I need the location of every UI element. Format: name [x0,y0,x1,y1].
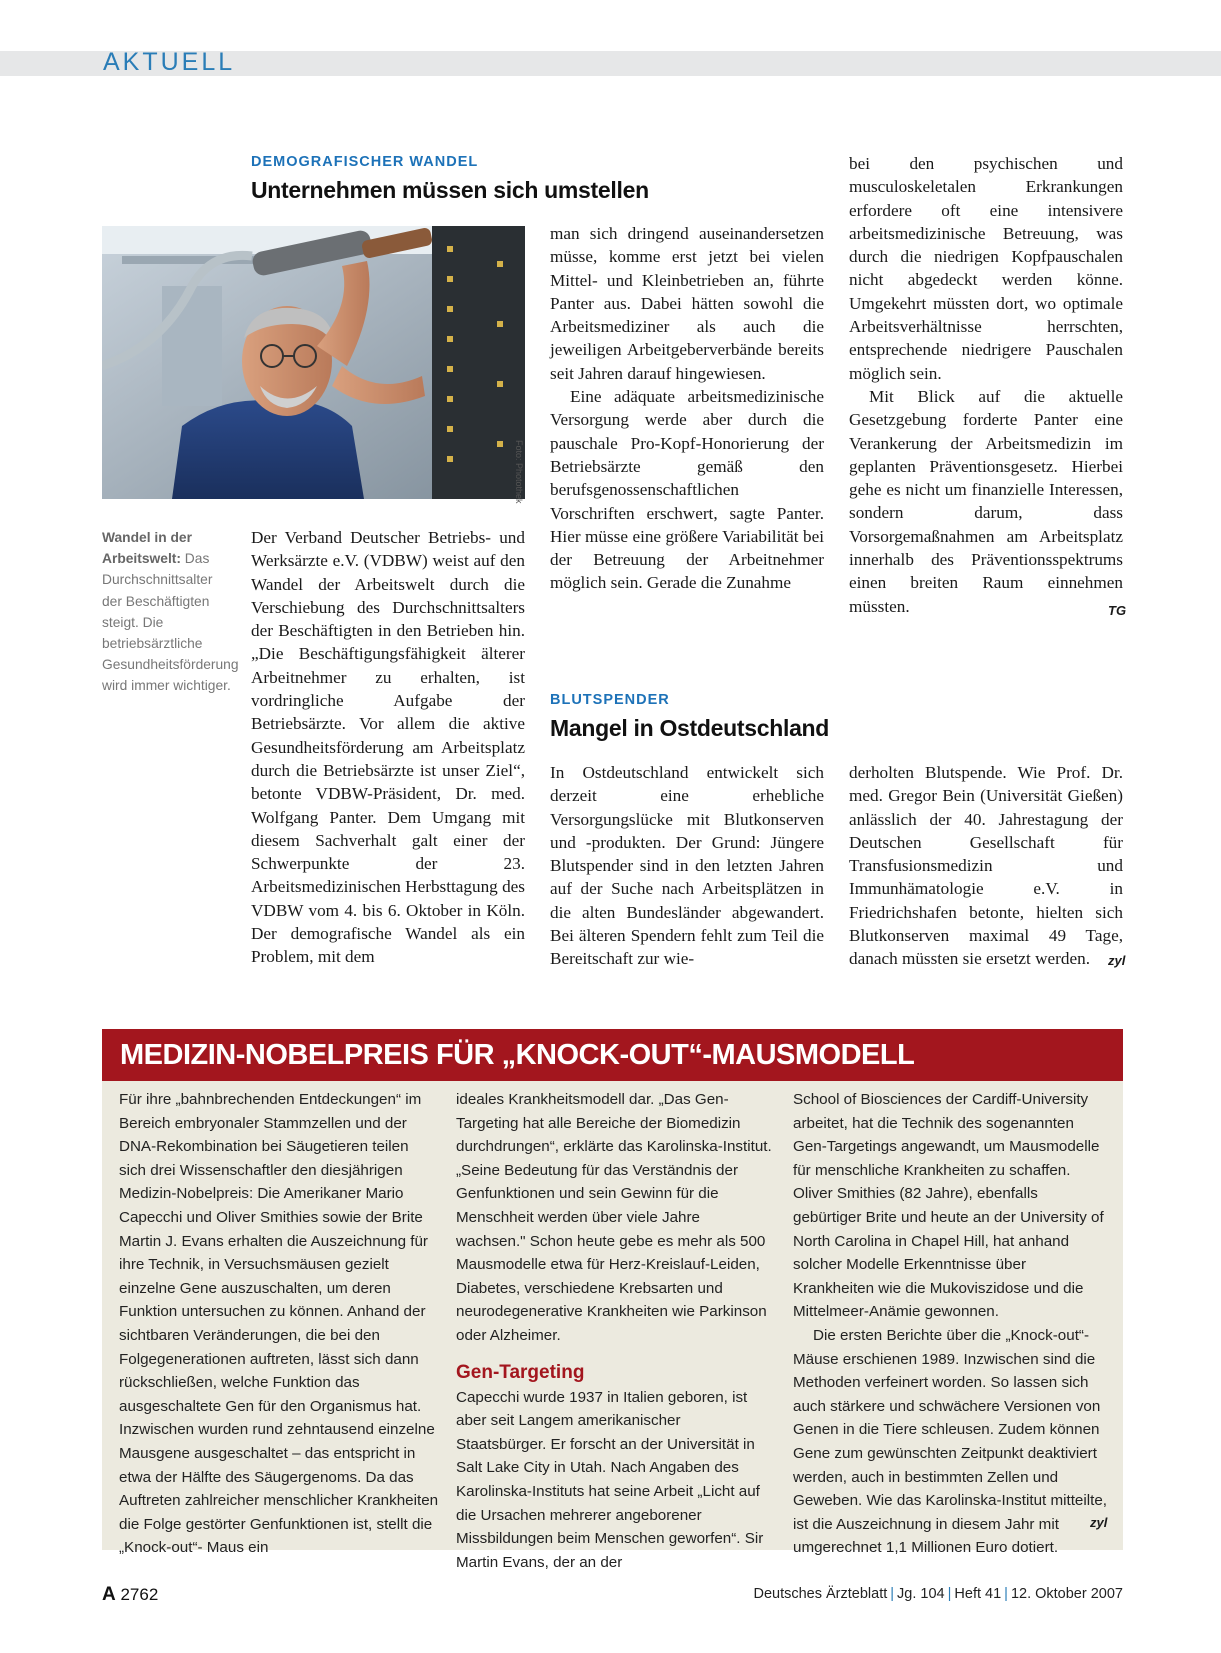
nobel-col2-paragraph-2: Capecchi wurde 1937 in Italien geboren, ist aber seit Langem amerikanischer Staatsbürger. Er forscht an der Universität in Salt Lake City in Utah. Nach Angaben des Karolinska-Instituts hat seine Arbeit „Licht auf die Ursachen mehrerer angeborener Missbildungen beim Menschen geworfen“. Sir Martin Evans, der an der [456,1388,764,1571]
nobel-col3-paragraph-2: Die ersten Berichte über die „Knock-out“-Mäuse erschienen 1989. Inzwischen sind die Methoden verfeinert worden. So lassen sich auch stärkere und schwächere Versionen von Genen in die Tiere schleusen. Zudem können Gene zum gewünschten Zeitpunkt deaktiviert werden, auch in bestimmten Zellen und Geweben. Wie das Karolinska-Institut mitteilte, ist die Auszeichnung in diesem Jahr mit umgerechnet 1,1 Millionen Euro dotiert. [793,1326,1108,1557]
page-prefix: A [102,1584,116,1605]
article1-column-1 [251,526,525,969]
nobel-col3-paragraph-1: School of Biosciences der Cardiff-University arbeitet, hat die Technik des sogenannten Gen-Targetings angewandt, um Mausmodelle für menschliche Krankheiten zu schaffen. Oliver Smithies (82 Jahre), ebenfalls gebürtiger Brite und heute an der University of North Carolina in Chapel Hill, hat anhand solcher Modelle Erkenntnisse über Krankheiten wie die Mukoviszidose und die Mittelmeer-Anämie gewonnen. [793,1091,1104,1321]
worker-photo-illustration [102,226,525,499]
journal-info [753,1586,1123,1602]
separator: | [890,1586,895,1602]
section-label: AKTUELL [103,48,236,76]
article2-col2-paragraph: derholten Blutspende. Wie Prof. Dr. med. Gregor Bein (Universität Gießen) anlässlich der 40. Jahrestagung der Deutschen Gesellschaft für Transfusionsmedizin und Immunhämatologie e.V. in Friedrichshafen betonte, hielten sich Blutkonserven maximal 49 Tage, danach müssten sie ersetzt werden. [849,763,1123,969]
article1-col1-paragraph: Der Verband Deutscher Betriebs- und Werksärzte e.V. (VDBW) weist auf den Wandel der Arbeitswelt durch die Verschiebung des Durchschnittsalters der Beschäftigten in den Betrieben hin. „Die Beschäftigungsfähigkeit älterer Arbeitnehmer zu erhalten, ist vordringliche Aufgabe der Betriebsärzte. Vor allem die aktive Gesundheitsförderung am Arbeitsplatz durch die Betriebsärzte ist unser Ziel“, betonte VDBW-Präsident, Dr. med. Wolfgang Panter. Dem Umgang mit diesem Sachverhalt galt einer der Schwerpunkte der 23. Arbeitsmedizinischen Herbsttagung des VDBW vom 4. bis 6. Oktober in Köln. Der demografische Wandel als ein Problem, mit dem [251,528,525,967]
separator: | [1004,1586,1008,1602]
nobel-col1-paragraph: Für ihre „bahnbrechenden Entdeckungen“ im Bereich embryonaler Stammzellen und der DNA-Rekombination bei Säugetieren teilen sich drei Wissenschaftler den diesjährigen Medizin-Nobelpreis: Die Amerikaner Mario Capecchi und Oliver Smithies sowie der Brite Martin J. Evans erhalten die Auszeichnung für ihre Technik, in Versuchsmäusen gezielt einzelne Gene auszuschalten, um deren Funktion untersuchen zu können. Anhand der sichtbaren Veränderungen, die bei den Folgegenerationen auftreten, lässt sich dann rückschließen, welche Funktion das ausgeschaltete Gen für den Organismus hat. Inzwischen wurden rund zehntausend einzelne Mausgene ausgeschaltet – das entspricht in etwa der Hälfte des Säugergenoms. Da das Auftreten zahlreicher menschlicher Krankheiten die Folge gestörter Genfunktionen ist, stellt die „Knock-out“- Maus ein [119,1091,439,1557]
article1-headline: Unternehmen müssen sich umstellen [251,177,649,203]
article2-col1-paragraph: In Ostdeutschland entwickelt sich derzeit eine erhebliche Versorgungslücke mit Blutkonserven und -produkten. Der Grund: Jüngere Blutspender sind in den letzten Jahren auf der Suche nach Arbeitsplätzen in die alten Bundesländer abgewandert. Bei älteren Spendern fehlt zum Teil die Bereitschaft zur wie- [550,763,824,969]
article2-column-2 [849,761,1126,971]
article1-column-3 [849,152,1123,618]
journal-name: Deutsches Ärzteblatt [753,1586,888,1602]
photo-credit: Foto: Photothek [514,440,524,504]
article-photo [102,226,525,499]
article2-headline: Mangel in Ostdeutschland [550,715,830,741]
separator: | [947,1586,952,1602]
nobel-subhead: Gen-Targeting [456,1361,585,1383]
journal-issue: Heft 41 [954,1586,1002,1602]
journal-volume: Jg. 104 [897,1586,945,1602]
article1-col2-paragraph-1: man sich dringend auseinandersetzen müsse, komme erst jetzt bei vielen Mittel- und Kleinbetrieben an, führte Panter aus. Dabei hätten sowohl die Arbeitsmediziner als auch die jeweiligen Arbeitgeberverbände bereits seit Jahren darauf hingewiesen. [550,224,824,383]
page-number-value: 2762 [120,1585,159,1604]
nobel-col2-paragraph-1: ideales Krankheitsmodell dar. „Das Gen-Targeting hat alle Bereiche der Biomedizin durchdrungen“, erklärte das Karolinska-Institut. „Seine Bedeutung für das Verständnis der Genfunktionen und sein Gewinn für die Menschheit werden über viele Jahre wachsen." Schon heute gebe es mehr als 500 Mausmodelle etwa für Herz-Kreislauf-Leiden, Diabetes, verschiedene Krebsarten und neurodegenerative Krankheiten wie Parkinson oder Alzheimer. [456,1091,772,1344]
photo-caption [102,527,239,697]
article1-kicker: DEMOGRAFISCHER WANDEL [251,154,479,170]
nobel-box-column-2 [456,1088,772,1574]
journal-date: 12. Oktober 2007 [1010,1586,1123,1602]
caption-text: Das Durchschnittsalter der Beschäftigten steigt. Die betriebsärztliche Gesundheitsförderung wird immer wichtiger. [102,551,239,694]
article1-col2-paragraph-2: Eine adäquate arbeitsmedizinische Versorgung werde aber durch die pauschale Pro-Kopf-Honorierung der Betriebsärzte gemäß den berufsgenossenschaftlichen Vorschriften erschwert, sagte Panter. Hier müsse eine größere Variabilität bei der Betreuung der Arbeitnehmer möglich sein. Gerade die Zunahme [550,387,824,593]
page-number [102,1584,158,1606]
nobel-box-title: MEDIZIN-NOBELPREIS FÜR „KNOCK-OUT“-MAUSMODELL [120,1039,915,1071]
nobel-box-column-1 [119,1088,439,1560]
caption-lead: Wandel in der Arbeitswelt: [102,530,192,567]
article2-kicker: BLUTSPENDER [550,692,670,708]
nobel-box-column-3 [793,1088,1109,1560]
article1-column-2 [550,222,824,595]
article2-column-1 [550,761,824,971]
article1-col3-paragraph-2: Mit Blick auf die aktuelle Gesetzgebung forderte Panter eine Verankerung der Arbeitsmedizin im geplanten Präventionsgesetz. Hierbei gehe es nicht um finanzielle Interessen, sondern darum, dass Vorsorgemaßnahmen am Arbeitsplatz innerhalb des Präventionsspektrums einen breiten Raum einnehmen müssten. [849,386,1123,616]
nobel-author: zyl [1090,1515,1108,1530]
article1-col3-paragraph-1: bei den psychischen und musculoskeletalen Erkrankungen erfordere oft eine intensivere arbeitsmedizinische Betreuung, was durch die niedrigen Kopfpauschalen nicht abgedeckt werden könne. Umgekehrt müssten dort, wo optimale Arbeitsverhältnisse herrschten, entsprechende niedrigere Pauschalen möglich sein. [849,154,1123,383]
article1-author: TG [1108,603,1127,618]
article2-author: zyl [1108,953,1126,968]
